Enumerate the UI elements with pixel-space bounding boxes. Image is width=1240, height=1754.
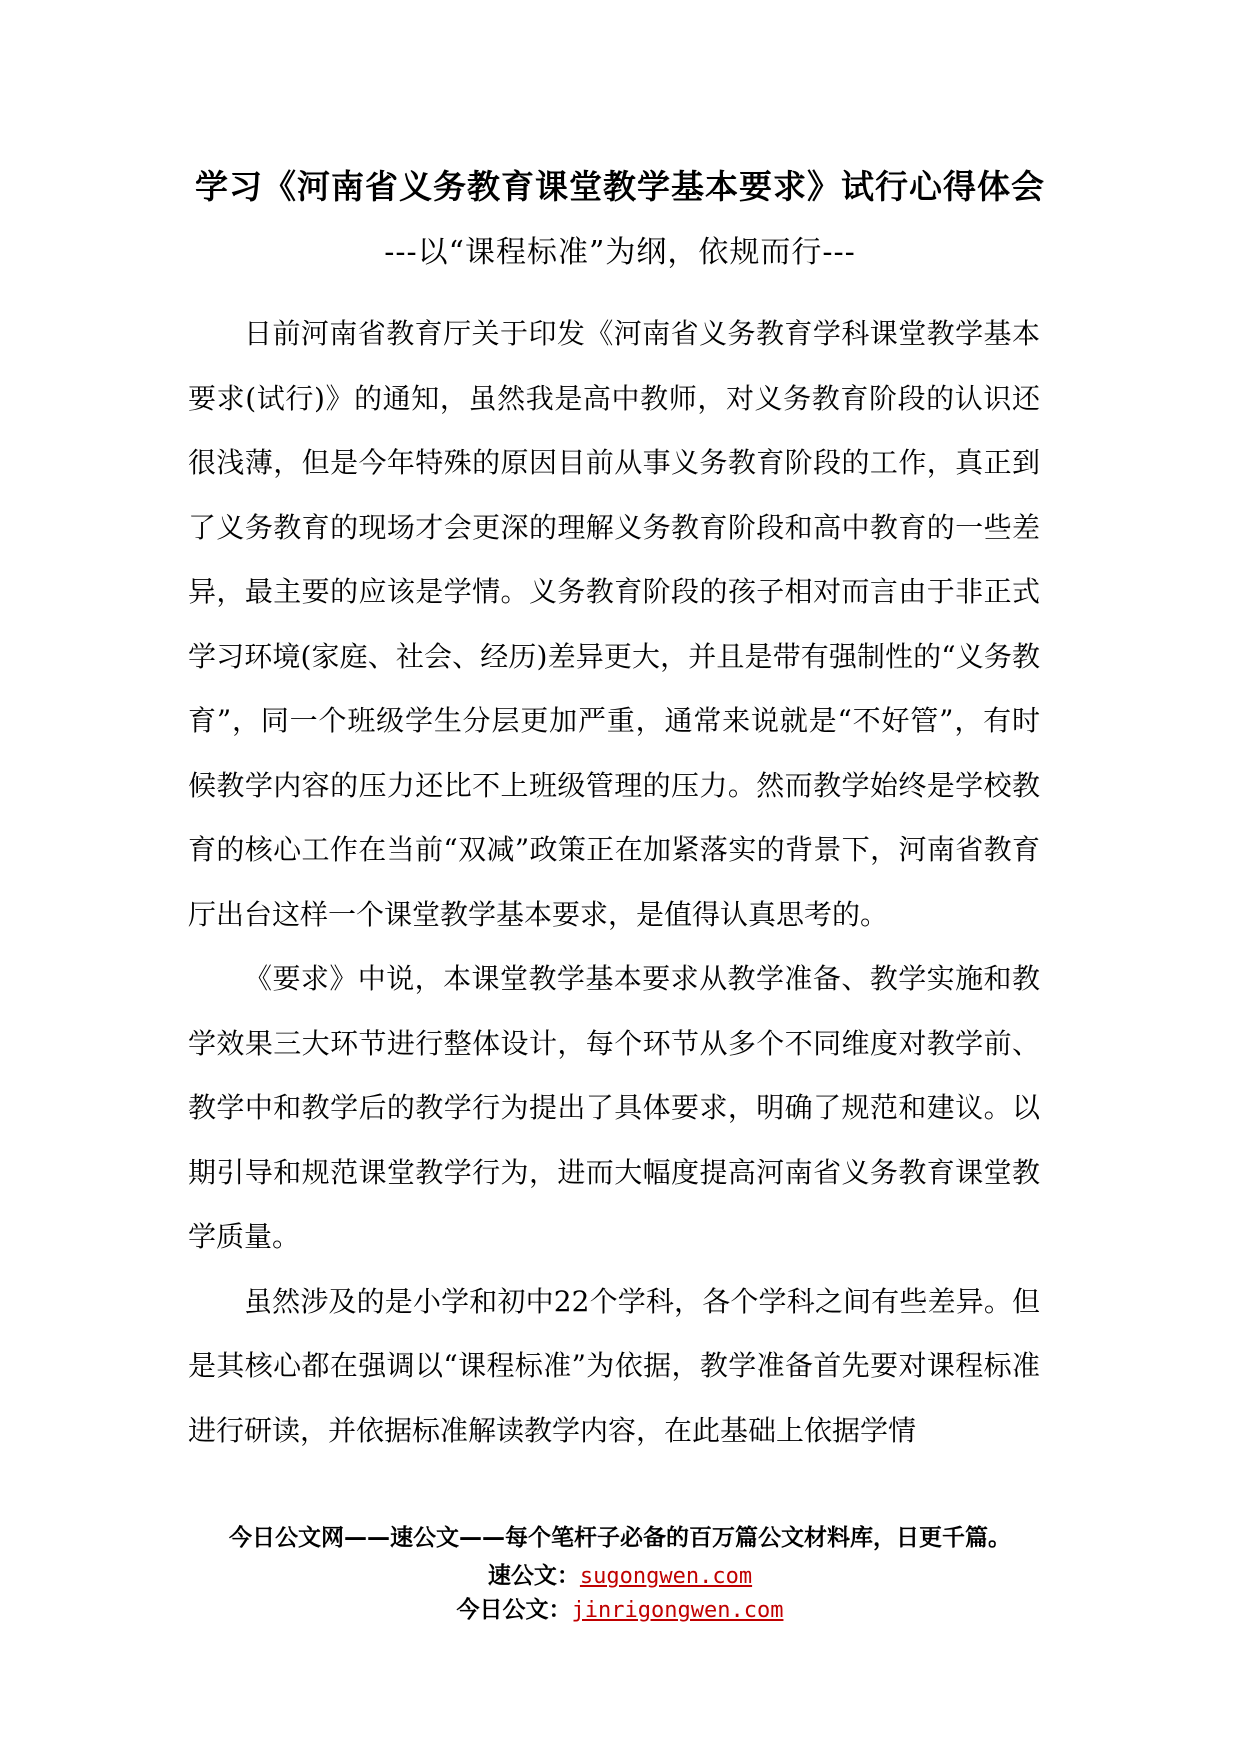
paragraph-1: 日前河南省教育厅关于印发《河南省义务教育学科课堂教学基本要求(试行)》的通知，虽然我是高中教师，对义务教育阶段的认识还很浅薄，但是今年特殊的原因目前从事义务教育阶段的工作，真正到了义务教育的现场才会更深的理解义务教育阶段和高中教育的一些差异，最主要的应该是学情。义务教育阶段的孩子相对而言由于非正式学习环境(家庭、社会、经历)差异更大，并且是带有强制性的“义务教育”，同一个班级学生分层更加严重，通常来说就是“不好管”，有时候教学内容的压力还比不上班级管理的压力。然而教学始终是学校教育的核心工作在当前“双减”政策正在加紧落实的背景下，河南省教育厅出台这样一个课堂教学基本要求，是值得认真思考的。 [188, 317, 1040, 931]
document-body [188, 302, 1040, 1463]
sugongwen-link[interactable]: sugongwen.com [579, 1564, 753, 1589]
footer-line-jinrigongwen [0, 1594, 1240, 1627]
document-subtitle: ---以“课程标准”为纲，依规而行--- [384, 235, 856, 270]
jinrigongwen-link[interactable]: jinrigongwen.com [571, 1598, 784, 1623]
footer-line-sugongwen [0, 1560, 1240, 1593]
footer-label-jinrigongwen: 今日公文： [456, 1597, 572, 1623]
paragraph-2: 《要求》中说，本课堂教学基本要求从教学准备、教学实施和教学效果三大环节进行整体设计，每个环节从多个不同维度对教学前、教学中和教学后的教学行为提出了具体要求，明确了规范和建议。以期引导和规范课堂教学行为，进而大幅度提高河南省义务教育课堂教学质量。 [188, 962, 1040, 1253]
document-title: 学习《河南省义务教育课堂教学基本要求》试行心得体会 [195, 167, 1045, 206]
paragraph-3: 虽然涉及的是小学和初中22个学科，各个学科之间有些差异。但是其核心都在强调以“课程标准”为依据，教学准备首先要对课程标准进行研读，并依据标准解读教学内容，在此基础上依据学情 [188, 1284, 1040, 1447]
footer-label-sugongwen: 速公文： [487, 1563, 580, 1589]
footer-banner: 今日公文网——速公文——每个笔杆子必备的百万篇公文材料库，日更千篇。 [229, 1525, 1011, 1551]
